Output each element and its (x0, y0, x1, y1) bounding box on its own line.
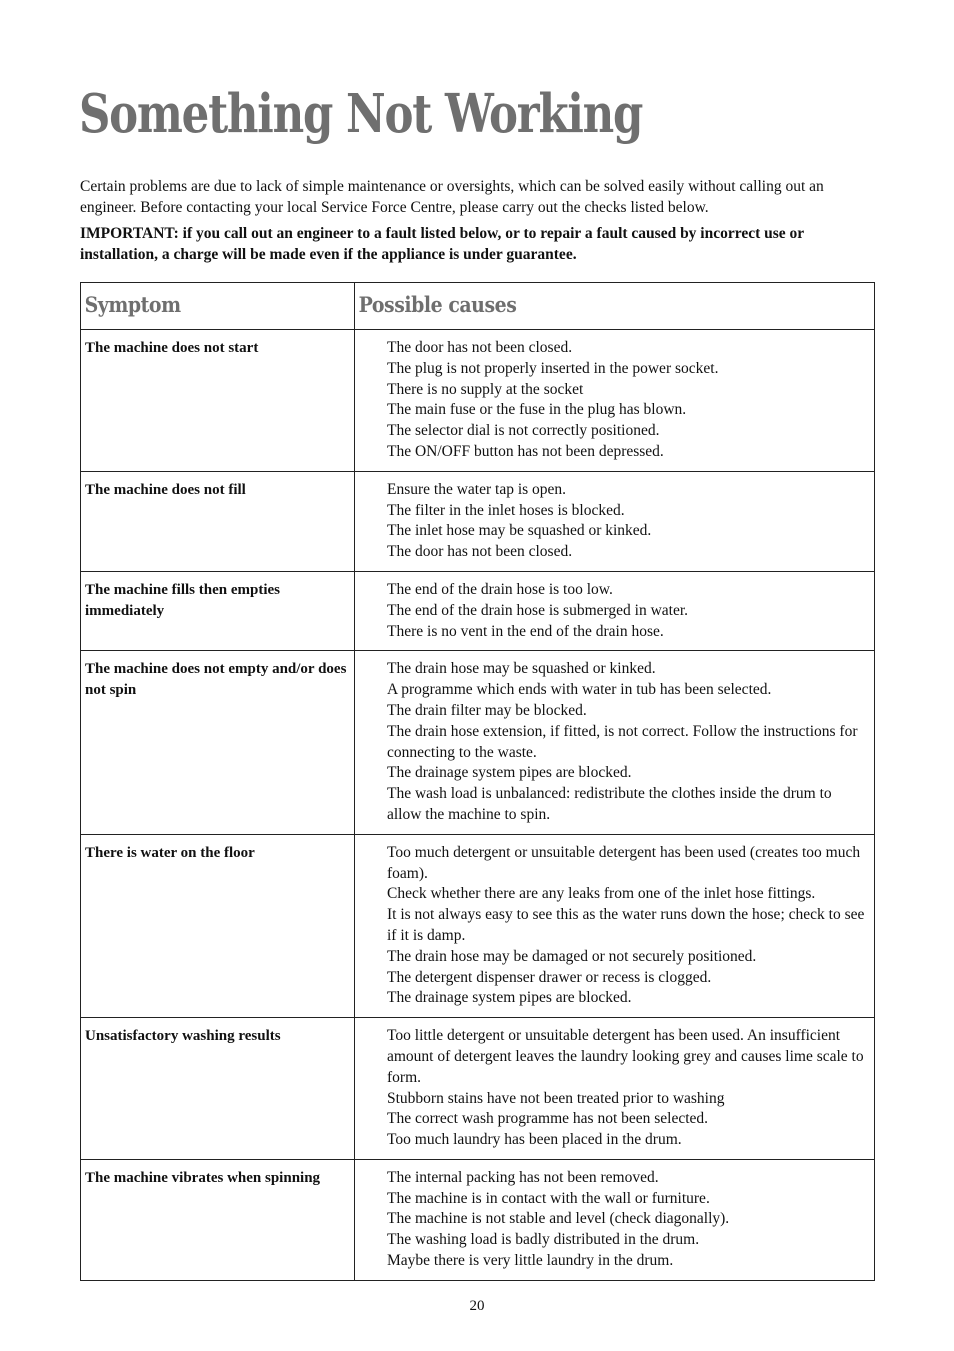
causes-cell (355, 330, 875, 472)
cause-item: A programme which ends with water in tub has been selected. (387, 681, 772, 699)
cause-item: The main fuse or the fuse in the plug has blown. (387, 401, 687, 419)
important-notice: IMPORTANT: if you call out an engineer to a fault listed below, or to repair a fault caused by incorrect use or installation, a charge will be made even if the appliance is under guarantee. (80, 225, 804, 263)
cause-item: The ON/OFF button has not been depressed. (387, 442, 664, 460)
cause-item: There is no vent in the end of the drain hose. (387, 622, 664, 640)
symptom-cell: Unsatisfactory washing results (81, 1018, 355, 1160)
table-row (81, 1018, 875, 1160)
table-row (81, 834, 875, 1017)
cause-item: The end of the drain hose is too low. (387, 580, 613, 598)
table-row (81, 330, 875, 472)
column-header-symptom (81, 283, 355, 330)
table-row (81, 651, 875, 834)
cause-item: The selector dial is not correctly positioned. (387, 422, 660, 440)
column-header-symptom-label: Symptom (84, 292, 181, 317)
cause-item: The internal packing has not been removed. (387, 1168, 659, 1186)
page-title: Something Not Working (79, 83, 643, 145)
cause-item: The machine is not stable and level (check diagonally). (387, 1210, 730, 1228)
page-number: 20 (469, 1298, 485, 1314)
cause-item: The door has not been closed. (387, 543, 573, 561)
cause-item: The filter in the inlet hoses is blocked. (387, 501, 625, 519)
cause-item: It is not always easy to see this as the water runs down the hose; check to see if it is damp. (387, 906, 865, 944)
cause-item: Too little detergent or unsuitable detergent has been used. An insufficient amount of detergent leaves the laundry looking grey and causes lime scale to form. (387, 1027, 864, 1086)
symptom-cell: The machine vibrates when spinning (81, 1159, 355, 1280)
causes-cell (355, 1018, 875, 1160)
cause-item: Stubborn stains have not been treated prior to washing (387, 1089, 725, 1107)
symptom-cell: The machine does not empty and/or does not spin (81, 651, 355, 834)
cause-item: Ensure the water tap is open. (387, 480, 567, 498)
causes-cell (355, 471, 875, 571)
cause-item: Maybe there is very little laundry in the drum. (387, 1252, 674, 1270)
cause-item: The correct wash programme has not been selected. (387, 1110, 709, 1128)
symptom-cell: The machine does not start (81, 330, 355, 472)
causes-cell (355, 651, 875, 834)
symptom-cell: The machine fills then empties immediately (81, 571, 355, 650)
column-header-causes (355, 283, 875, 330)
cause-item: Check whether there are any leaks from one of the inlet hose fittings. (387, 885, 816, 903)
cause-item: The wash load is unbalanced: redistribute the clothes inside the drum to allow the machine to spin. (387, 785, 832, 823)
cause-item: The drainage system pipes are blocked. (387, 764, 632, 782)
table-row (81, 571, 875, 650)
cause-item: The drain hose may be squashed or kinked. (387, 660, 656, 678)
table-row (81, 471, 875, 571)
cause-item: Too much laundry has been placed in the drum. (387, 1131, 682, 1149)
troubleshooting-table (80, 282, 875, 1281)
causes-cell (355, 834, 875, 1017)
cause-item: The drain filter may be blocked. (387, 701, 587, 719)
table-header-row (81, 283, 875, 330)
cause-item: The detergent dispenser drawer or recess is clogged. (387, 968, 712, 986)
symptom-cell: The machine does not fill (81, 471, 355, 571)
causes-cell (355, 1159, 875, 1280)
cause-item: The drain hose extension, if fitted, is not correct. Follow the instructions for connecting to the waste. (387, 722, 858, 761)
cause-item: The plug is not properly inserted in the power socket. (387, 359, 719, 377)
intro-paragraph: Certain problems are due to lack of simple maintenance or oversights, which can be solved easily without calling out an engineer. Before contacting your local Service Force Centre, please carry out the checks listed below. (80, 178, 824, 216)
cause-item: The inlet hose may be squashed or kinked. (387, 522, 652, 540)
table-body (81, 330, 875, 1281)
cause-item: There is no supply at the socket (387, 380, 584, 398)
cause-item: The machine is in contact with the wall or furniture. (387, 1189, 710, 1207)
symptom-cell: There is water on the floor (81, 834, 355, 1017)
table-row (81, 1159, 875, 1280)
cause-item: The door has not been closed. (387, 339, 573, 356)
cause-item: The washing load is badly distributed in the drum. (387, 1231, 700, 1249)
column-header-causes-label: Possible causes (358, 292, 517, 317)
cause-item: The drainage system pipes are blocked. (387, 989, 632, 1007)
cause-item: Too much detergent or unsuitable detergent has been used (creates too much foam). (387, 843, 861, 882)
causes-cell (355, 571, 875, 650)
cause-item: The end of the drain hose is submerged in water. (387, 601, 689, 619)
cause-item: The drain hose may be damaged or not securely positioned. (387, 947, 757, 965)
